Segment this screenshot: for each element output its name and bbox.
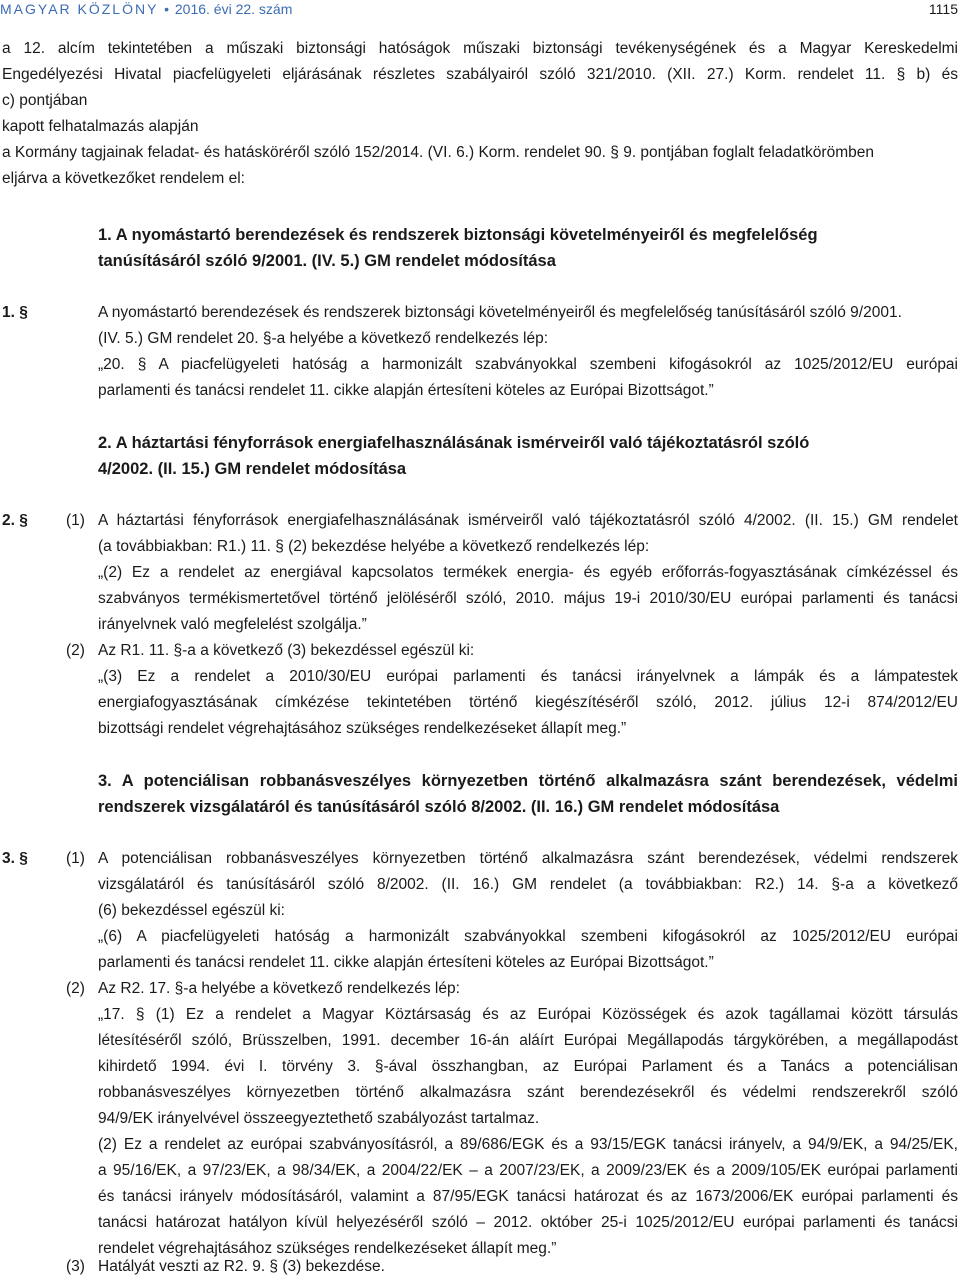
header-bullet: • <box>164 1 169 17</box>
intro-line-5: a Kormány tagjainak feladat- és hatásköréről szóló 152/2014. (VI. 6.) Korm. rendelet 90. § 9. pontjában foglalt feladatkörömben <box>2 144 874 161</box>
section-3-title-line-1: 3. A potenciálisan robbanásveszélyes környezetben történő alkalmazásra szánt berendezések, védelmi <box>98 772 958 790</box>
s3-p2-line-7: (2) Ez a rendelet az európai szabványosításról, a 89/686/EGK és a 93/15/EGK tanácsi irányelv, a 94/9/EK, a 94/25/EK, <box>98 1136 958 1153</box>
s3-p2-line-1: Az R2. 17. §-a helyébe a következő rendelkezés lép: <box>98 980 460 997</box>
s2-p1-line-3: „(2) Ez a rendelet az energiával kapcsolatos termékek energia- és egyéb erőforrás-fogyasztásának címkézéssel és <box>98 564 958 581</box>
issue-date: 2016. évi 22. szám <box>174 1 293 17</box>
s3-p1-line-4: „(6) A piacfelügyeleti hatóság a harmonizált szabványokkal szembeni kifogásokról az 1025/2012/EU európai <box>98 928 958 945</box>
page-number: 1115 <box>928 1 958 17</box>
section-2-title-line-1: 2. A háztartási fényforrások energiafelhasználásának ismérveiről való tájékoztatásról szóló <box>98 434 810 452</box>
s3-p2-line-2: „17. § (1) Ez a rendelet a Magyar Köztársaság és az Európai Közösségek és azok tagállamai között társulás <box>98 1006 958 1023</box>
s2-p1-line-4: szabványos termékismertetővel történő jelöléséről szóló, 2010. május 19-i 2010/30/EU európai parlamenti és tanácsi <box>98 590 958 607</box>
s2-p2-line-4: bizottsági rendelet végrehajtásához szükséges rendelkezéseket állapít meg.” <box>98 720 627 737</box>
s3-p2-line-9: és tanácsi irányelv módosításáról, valamint a 87/95/EGK tanácsi határozat és az 1673/2006/EK európai parlamenti és <box>98 1188 958 1205</box>
intro-line-4: kapott felhatalmazás alapján <box>2 118 199 135</box>
s3-subsection-1-number: (1) <box>66 850 85 867</box>
s2-p1-line-1: A háztartási fényforrások energiafelhasználásának ismérveiről való tájékoztatásról szóló 4/2002. (II. 15.) GM rendelet <box>98 512 958 529</box>
s3-p2-line-6: 94/9/EK irányelvével összeegyeztethető szabályozást tartalmaz. <box>98 1110 540 1127</box>
s3-p2-line-10: tanácsi határozat hatályon kívül helyezéséről szóló – 2012. október 25-i 1025/2012/EU európai parlamenti és tanácsi <box>98 1214 958 1231</box>
intro-line-3: c) pontjában <box>2 92 88 109</box>
s3-p2-line-8: a 95/16/EK, a 97/23/EK, a 98/34/EK, a 2004/22/EK – a 2007/23/EK, a 2009/23/EK és a 2009/105/EK európai parlamenti <box>98 1162 958 1179</box>
s1-line-2: (IV. 5.) GM rendelet 20. §-a helyébe a következő rendelkezés lép: <box>98 330 549 347</box>
section-3-title-line-2: rendszerek vizsgálatáról és tanúsításáról szóló 8/2002. (II. 16.) GM rendelet módosítása <box>98 798 780 816</box>
intro-line-2: Engedélyezési Hivatal piacfelügyeleti eljárásának részletes szabályairól szóló 321/2010. (XII. 27.) Korm. rendelet 11. § b) és <box>2 66 958 83</box>
s3-p3-line-1: Hatályát veszti az R2. 9. § (3) bekezdése. <box>98 1258 385 1275</box>
s2-p2-line-1: Az R1. 11. §-a a következő (3) bekezdéssel egészül ki: <box>98 642 475 659</box>
s3-p1-line-1: A potenciálisan robbanásveszélyes környezetben történő alkalmazásra szánt berendezések, védelmi rendszerek <box>98 850 958 867</box>
s1-line-3: „20. § A piacfelügyeleti hatóság a harmonizált szabványokkal szembeni kifogásokról az 1025/2012/EU európai <box>98 356 958 373</box>
s2-subsection-1-number: (1) <box>66 512 85 529</box>
s2-p2-line-2: „(3) Ez a rendelet a 2010/30/EU európai parlamenti és tanácsi irányelvnek a lámpák és a lámpatestek <box>98 668 958 685</box>
s3-p2-line-11: rendelet végrehajtásához szükséges rendelkezéseket állapít meg.” <box>98 1240 557 1257</box>
s3-p1-line-3: (6) bekezdéssel egészül ki: <box>98 902 285 919</box>
section-1-paragraph-number: 1. § <box>2 304 28 321</box>
journal-title: MAGYAR KÖZLÖNY <box>0 1 159 17</box>
intro-line-6: eljárva a következőket rendelem el: <box>2 170 245 187</box>
s2-p1-line-5: irányelvnek való megfelelést szolgálja.” <box>98 616 367 633</box>
intro-line-1: a 12. alcím tekintetében a műszaki biztonsági hatóságok műszaki biztonsági tevékenységének és a Magyar Kereskedelmi <box>2 40 958 57</box>
s3-p1-line-5: parlamenti és tanácsi rendelet 11. cikke alapján értesíteni köteles az Európai Bizottságot.” <box>98 954 714 971</box>
section-3-paragraph-number: 3. § <box>2 850 28 867</box>
page-header <box>0 0 960 24</box>
section-2-title-line-2: 4/2002. (II. 15.) GM rendelet módosítása <box>98 460 407 478</box>
s3-subsection-3-number: (3) <box>66 1258 85 1275</box>
section-2-paragraph-number: 2. § <box>2 512 28 529</box>
journal-masthead <box>0 1 292 17</box>
s3-p2-line-3: létesítéséről szóló, Brüsszelben, 1991. december 16-án aláírt Európai Megállapodás tárgykörében, a megállapodást <box>98 1032 958 1049</box>
s2-p2-line-3: energiafogyasztásának címkézése tekintetében történő kiegészítéséről szóló, 2012. július 12-i 874/2012/EU <box>98 694 958 711</box>
s3-p1-line-2: vizsgálatáról és tanúsításáról szóló 8/2002. (II. 16.) GM rendelet (a továbbiakban: R2.) 14. §-a a következő <box>98 876 958 893</box>
section-1-title-line-2: tanúsításáról szóló 9/2001. (IV. 5.) GM rendelet módosítása <box>98 252 556 270</box>
s3-p2-line-5: robbanásveszélyes környezetben történő alkalmazásra szánt berendezésekről és védelmi rendszerekről szóló <box>98 1084 958 1101</box>
s3-p2-line-4: kihirdető 1994. évi I. törvény 3. §-ával összhangban, az Európai Parlament és a Tanács a potenciálisan <box>98 1058 958 1075</box>
s1-line-4: parlamenti és tanácsi rendelet 11. cikke alapján értesíteni köteles az Európai Bizottságot.” <box>98 382 714 399</box>
section-1-title-line-1: 1. A nyomástartó berendezések és rendszerek biztonsági követelményeiről és megfelelőség <box>98 226 818 244</box>
s2-subsection-2-number: (2) <box>66 642 85 659</box>
s1-line-1: A nyomástartó berendezések és rendszerek biztonsági követelményeiről és megfelelőség tanúsításáról szóló 9/2001. <box>98 304 902 321</box>
s3-subsection-2-number: (2) <box>66 980 85 997</box>
s2-p1-line-2: (a továbbiakban: R1.) 11. § (2) bekezdése helyébe a következő rendelkezés lép: <box>98 538 650 555</box>
